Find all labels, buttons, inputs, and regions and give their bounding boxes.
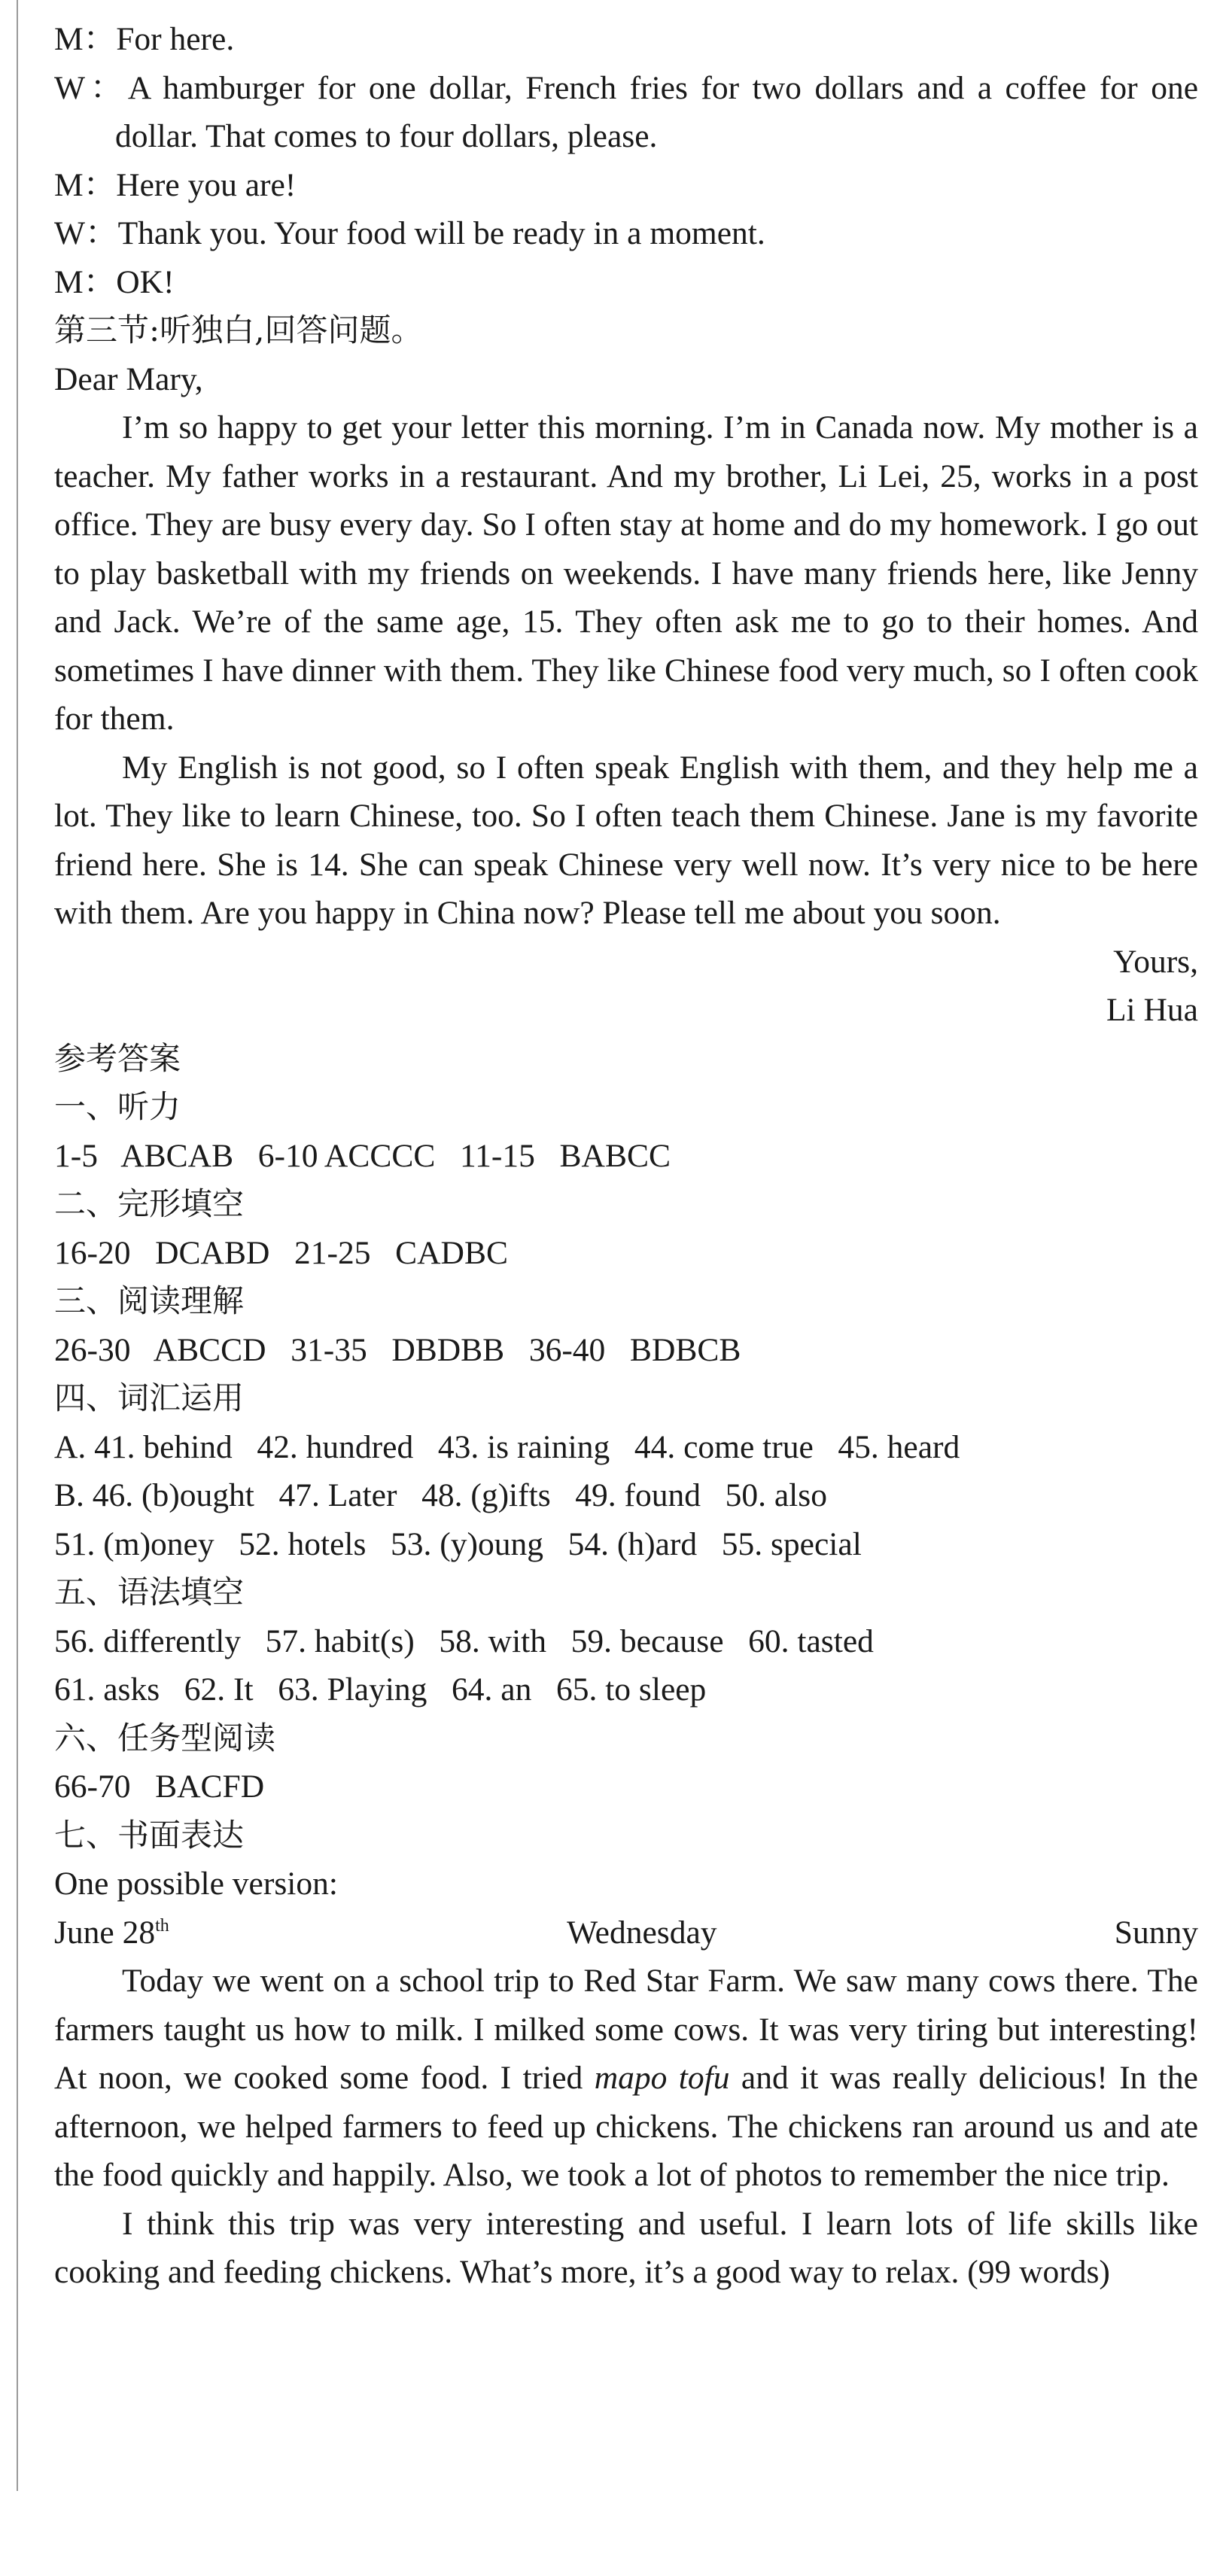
letter-paragraph: I’m so happy to get your letter this morning. I’m in Canada now. My mother is a teacher. My father works in a restaurant. And my brother, Li Lei, 25, works in a post office. They are busy every day. So I often stay at home and do my homework. I go out to play basketball with my friends on weekends. I have many friends here, like Jenny and Jack. We’re of the same age, 15. They often ask me to go to their homes. And sometimes I have dinner with them. They like Chinese food very much, so I often cook for them. (54, 409, 1198, 737)
answer-line: B. 46. (b)ought 47. Later 48. (g)ifts 49. found 50. also (54, 1477, 827, 1513)
section-heading: 七、书面表达 (54, 1816, 245, 1854)
answer-line: 26-30 ABCCD 31-35 DBDBB 36-40 BDBCB (54, 1331, 741, 1368)
answer-line: A. 41. behind 42. hundred 43. is raining 44. come true 45. heard (54, 1428, 960, 1465)
essay-weekday: Wednesday (567, 1914, 717, 1951)
section-heading: 四、词汇运用 (54, 1379, 245, 1416)
dialogue-line: W：Thank you. Your food will be ready in a moment. (54, 215, 765, 251)
answer-line: 61. asks 62. It 63. Playing 64. an 65. to sleep (54, 1671, 707, 1708)
answers-title: 参考答案 (54, 1039, 181, 1077)
answer-line: 16-20 DCABD 21-25 CADBC (54, 1234, 508, 1271)
letter-greeting: Dear Mary, (54, 360, 203, 397)
left-margin-rule (17, 0, 18, 2491)
essay-weather: Sunny (1114, 1914, 1198, 1951)
answer-line: 56. differently 57. habit(s) 58. with 59. because 60. tasted (54, 1623, 874, 1659)
section-heading: 一、听力 (54, 1088, 181, 1125)
essay-date: June 28th (54, 1914, 169, 1951)
essay-date-row (54, 1908, 1198, 1957)
essay-paragraph: I think this trip was very interesting and useful. I learn lots of life skills like cooking and feeding chickens. What’s more, it’s a good way to relax. (99 words) (54, 2205, 1198, 2290)
answer-line: 51. (m)oney 52. hotels 53. (y)oung 54. (h)ard 55. special (54, 1525, 862, 1562)
essay-intro: One possible version: (54, 1866, 338, 1902)
dialogue-line: M：OK! (54, 263, 175, 300)
section-heading: 二、完形填空 (54, 1185, 245, 1222)
dialogue-line: W：A hamburger for one dollar, French fries for two dollars and a coffee for one dollar. That comes to four dollars, please. (54, 69, 1199, 154)
letter-paragraph: My English is not good, so I often speak English with them, and they help me a lot. They like to learn Chinese, too. So I often teach them Chinese. Jane is my favorite friend here. She is 14. She can speak Chinese very well now. It’s very nice to be here with them. Are you happy in China now? Please tell me about you soon. (54, 749, 1198, 931)
document-page (54, 15, 1198, 2297)
section-heading: 六、任务型阅读 (54, 1719, 276, 1756)
dialogue-line: M：For here. (54, 21, 235, 57)
answer-line: 66-70 BACFD (54, 1769, 265, 1805)
section-heading: 五、语法填空 (54, 1574, 245, 1610)
dialogue-line: M：Here you are! (54, 166, 297, 203)
letter-closing: Yours, (1113, 943, 1198, 980)
section-heading: 第三节:听独白,回答问题。 (54, 312, 423, 348)
essay-paragraph: Today we went on a school trip to Red Star Farm. We saw many cows there. The farmers taught us how to milk. I milked some cows. It was very tiring but interesting! At noon, we cooked some food. I tried mapo tofu and it was really delicious! In the afternoon, we helped farmers to feed up chickens. The chickens ran around us and ate the food quickly and happily. Also, we took a lot of photos to remember the nice trip. (54, 1963, 1198, 2193)
section-heading: 三、阅读理解 (54, 1282, 245, 1319)
letter-signature: Li Hua (1106, 992, 1198, 1028)
answer-line: 1-5 ABCAB 6-10 ACCCC 11-15 BABCC (54, 1137, 671, 1174)
